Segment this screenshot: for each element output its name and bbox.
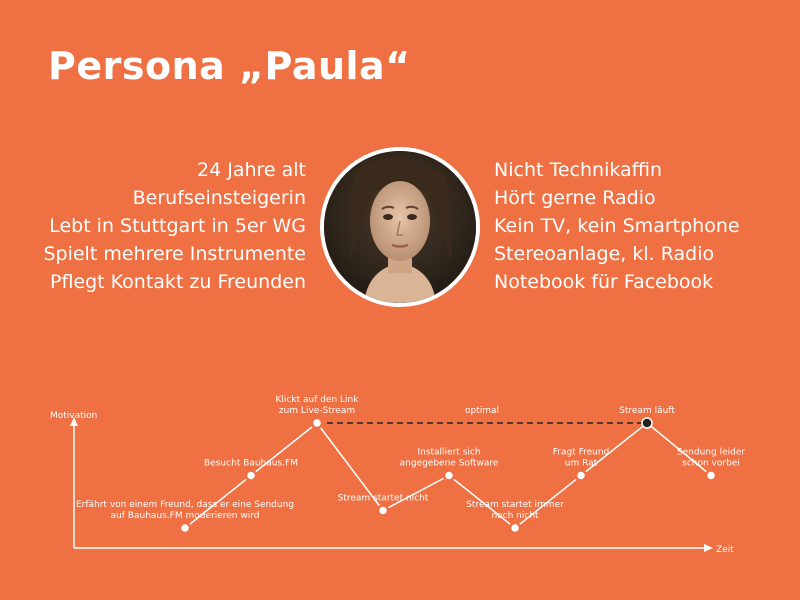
journey-step-label: um Rat [564,458,598,469]
trait-tech: Nicht Technikaffin [494,159,663,181]
journey-step-label: noch nicht [491,511,539,521]
journey-point [444,471,454,481]
y-axis-label: Motivation [50,411,98,421]
journey-step-label: zum Live-Stream [278,406,356,416]
journey-step-label: Klickt auf den Link [275,395,359,405]
journey-step-label: Fragt Freund [552,447,610,458]
journey-point [510,523,520,533]
journey-point [706,471,716,481]
journey-labels [76,395,745,521]
portrait-photo-icon [324,151,476,303]
journey-step-label: Erfährt von einem Freund, dass er eine Sendung [75,500,295,510]
journey-step-label: Stream läuft [619,406,675,416]
journey-diagram [0,380,800,570]
x-axis-arrow-icon [704,544,713,552]
journey-step-label: Stream startet immer [466,500,564,510]
journey-point [312,418,322,428]
journey-point [246,471,256,481]
trait-living: Lebt in Stuttgart in 5er WG [49,215,306,237]
x-axis-label: Zeit [716,545,734,555]
persona-avatar [320,147,480,307]
trait-instruments: Spielt mehrere Instrumente [43,243,306,265]
trait-friends: Pflegt Kontakt zu Freunden [50,271,306,293]
journey-step-label: Sendung leider [676,447,746,458]
trait-career: Berufseinsteigerin [132,187,306,209]
trait-radio: Hört gerne Radio [494,187,656,209]
journey-step-label: Installiert sich [417,447,481,458]
journey-step-label: schon vorbei [682,458,740,469]
journey-point [180,523,190,533]
journey-point [576,471,586,481]
trait-devices: Kein TV, kein Smartphone [494,215,740,237]
page-title: Persona „Paula“ [48,44,411,88]
journey-step-label: angegebene Software [399,458,499,469]
journey-step-label: Besucht Bauhaus.FM [204,458,298,469]
journey-step-label: auf Bauhaus.FM moderieren wird [110,511,260,521]
journey-point [378,506,388,516]
trait-age: 24 Jahre alt [197,159,306,181]
journey-points [180,418,716,533]
trait-stereo: Stereoanlage, kl. Radio [494,243,715,265]
optimal-label: optimal [464,406,500,416]
trait-notebook: Notebook für Facebook [494,271,714,293]
journey-point [642,418,652,428]
journey-step-label: Stream startet nicht [337,493,429,504]
persona-traits-left [43,156,306,296]
persona-traits-right [494,156,740,296]
